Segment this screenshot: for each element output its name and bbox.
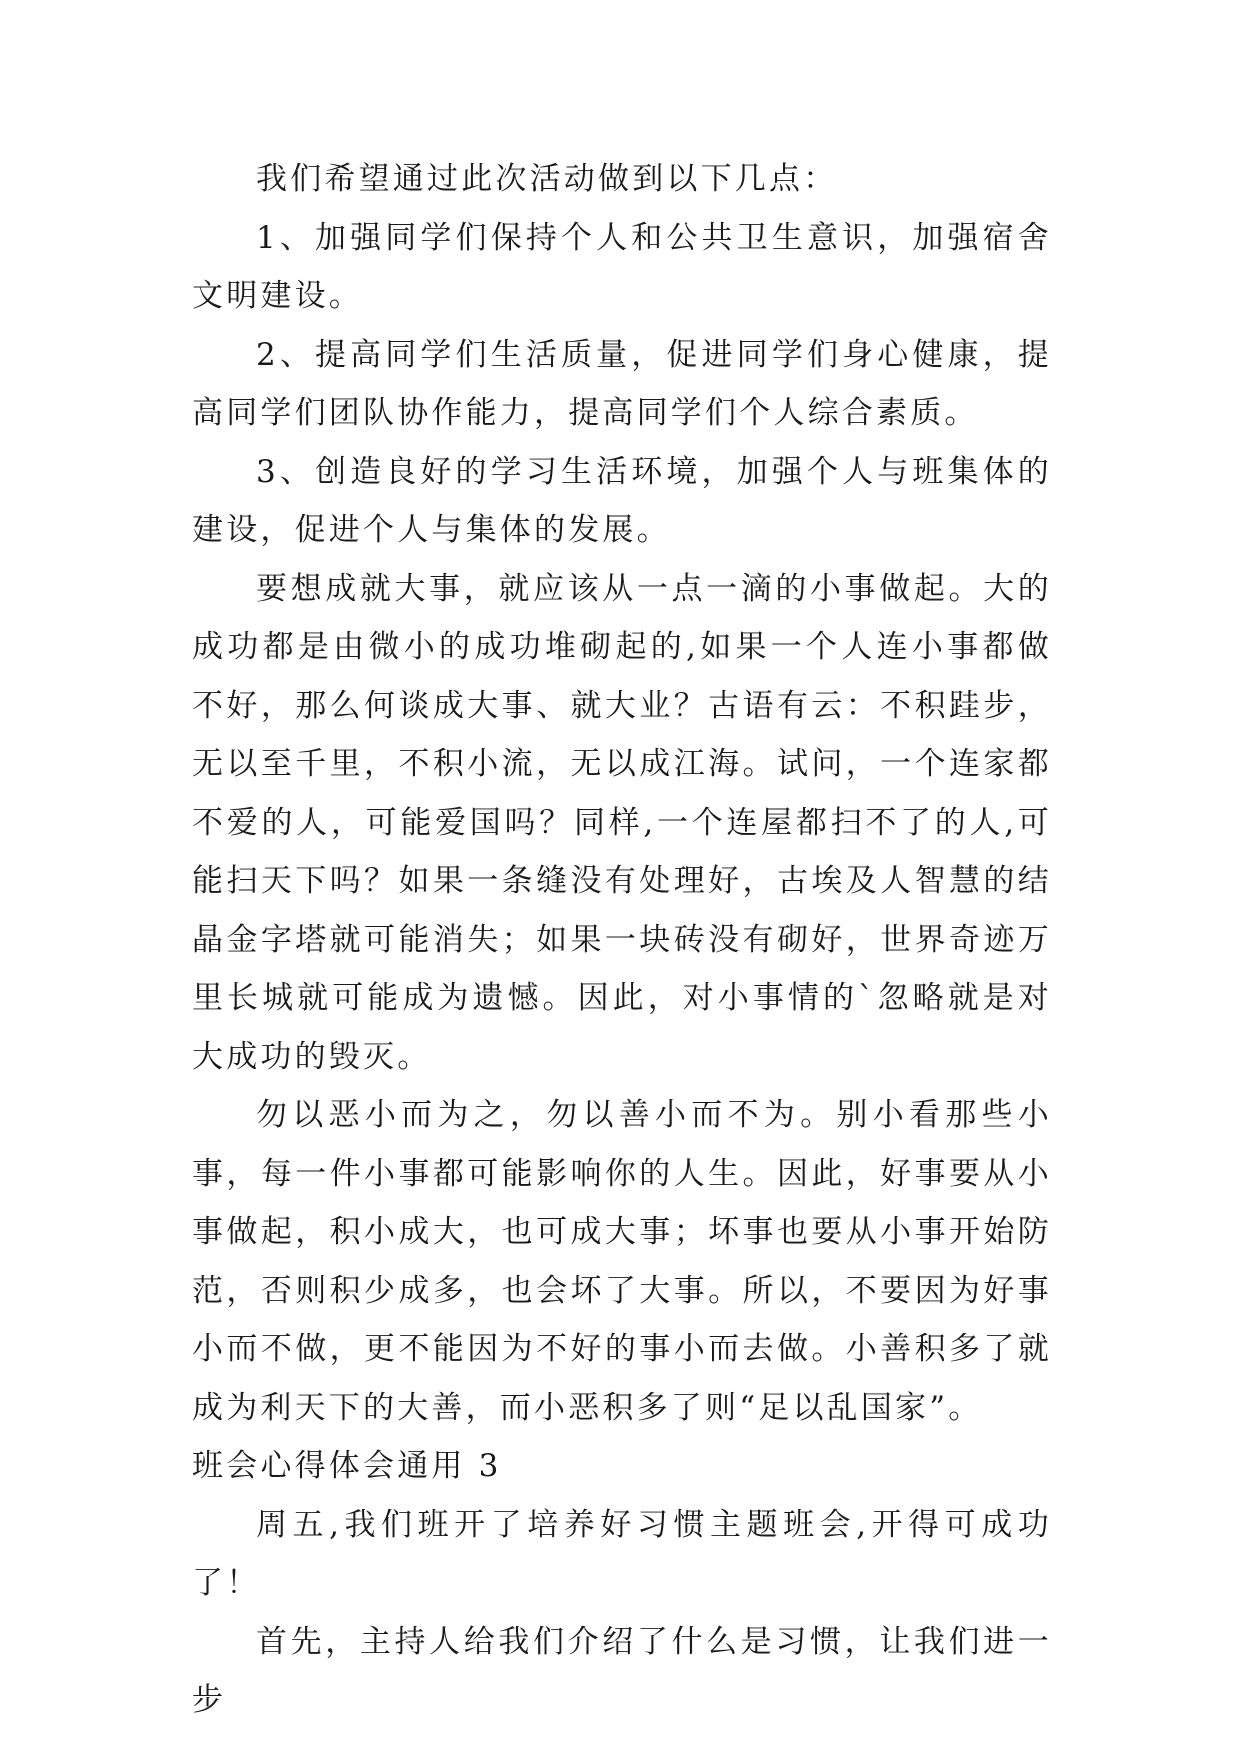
paragraph-point-3: 3、创造良好的学习生活环境，加强个人与班集体的建设，促进个人与集体的发展。 — [192, 453, 1052, 548]
section-heading: 班会心得体会通用 3 — [192, 1448, 502, 1484]
document-page — [192, 150, 1052, 1730]
paragraph-good-and-evil: 勿以恶小而为之，勿以善小而不为。别小看那些小事，每一件小事都可能影响你的人生。因此，好事要从小事做起，积小成大，也可成大事；坏事也要从小事开始防范，否则积少成多，也会坏了大事。所以，不要因为好事小而不做，更不能因为不好的事小而去做。小善积多了就成为利天下的大善，而小恶积多了则“足以乱国家”。 — [192, 1097, 1052, 1426]
paragraph-friday-meeting: 周五,我们班开了培养好习惯主题班会,开得可成功了！ — [192, 1506, 1052, 1601]
paragraph-intro: 我们希望通过此次活动做到以下几点： — [256, 161, 838, 197]
paragraph-small-things: 要想成就大事，就应该从一点一滴的小事做起。大的成功都是由微小的成功堆砌起的,如果一个人连小事都做不好，那么何谈成大事、就大业？古语有云：不积跬步，无以至千里，不积小流，无以成江海。试问，一个连家都不爱的人，可能爱国吗？同样,一个连屋都扫不了的人,可能扫天下吗？如果一条缝没有处理好，古埃及人智慧的结晶金字塔就可能消失；如果一块砖没有砌好，世界奇迹万里长城就可能成为遗憾。因此，对小事情的`忽略就是对大成功的毁灭。 — [192, 570, 1052, 1075]
paragraph-point-2: 2、提高同学们生活质量，促进同学们身心健康，提高同学们团队协作能力，提高同学们个人综合素质。 — [192, 336, 1052, 431]
paragraph-point-1: 1、加强同学们保持个人和公共卫生意识，加强宿舍文明建设。 — [192, 219, 1052, 314]
paragraph-host-intro: 首先，主持人给我们介绍了什么是习惯，让我们进一步 — [192, 1623, 1052, 1718]
